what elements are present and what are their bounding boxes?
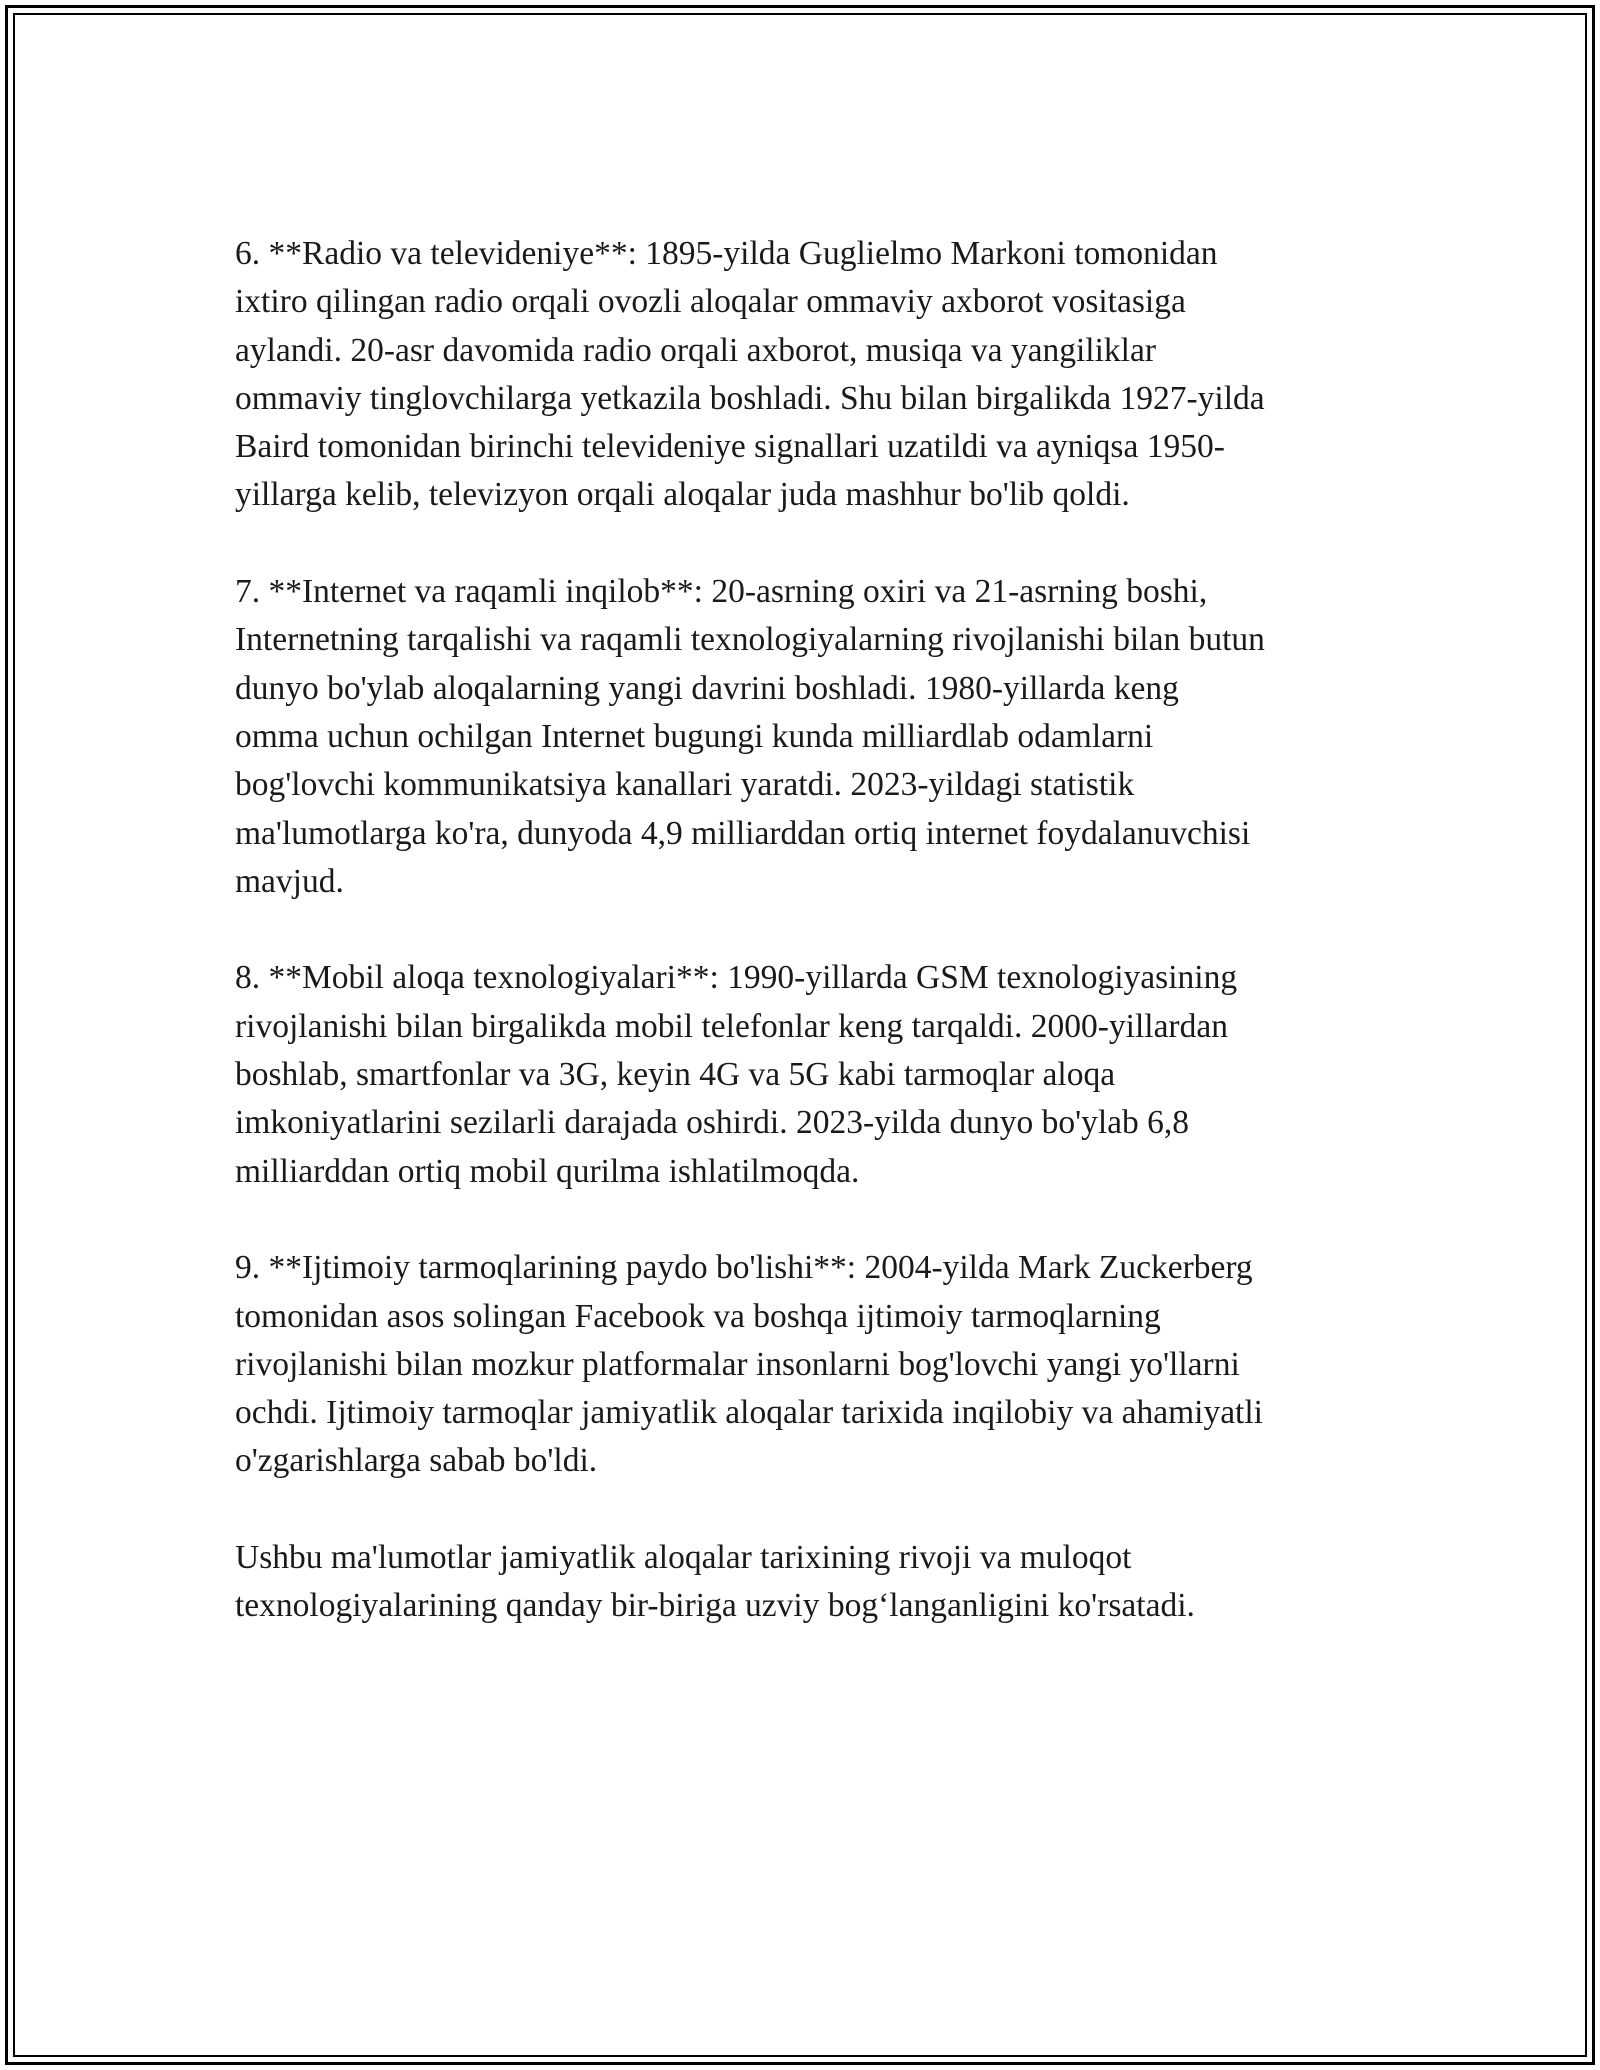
paragraph-mobil-aloqa: 8. **Mobil aloqa texnologiyalari**: 1990-yillarda GSM texnologiyasining rivojlanishi bilan birgalikda mobil telefonlar keng tarqaldi. 2000-yillardan boshlab, smartfonlar va 3G, keyin 4G va 5G kabi tarmoqlar aloqa imkoniyatlarini sezilarli darajada oshirdi. 2023-yilda dunyo bo'ylab 6,8 milliarddan ortiq mobil qurilma ishlatilmoqda.	[235, 959, 1238, 1190]
paragraph-internet-raqamli-inqilob: 7. **Internet va raqamli inqilob**: 20-asrning oxiri va 21-asrning boshi, Internetning tarqalishi va raqamli texnologiyalarning rivojlanishi bilan butun dunyo bo'ylab aloqalarning yangi davrini boshladi. 1980-yillarda keng omma uchun ochilgan Internet bugungi kunda milliardlab odamlarni bog'lovchi kommunikatsiya kanallari yaratdi. 2023-yildagi statistik ma'lumotlarga ko'ra, dunyoda 4,9 milliarddan ortiq internet foydalanuvchisi mavjud.	[235, 573, 1265, 900]
paragraph-ijtimoiy-tarmoqlar: 9. **Ijtimoiy tarmoqlarining paydo bo'lishi**: 2004-yilda Mark Zuckerberg tomonidan asos solingan Facebook va boshqa ijtimoiy tarmoqlarning rivojlanishi bilan mozkur platformalar insonlarni bog'lovchi yangi yo'llarni ochdi. Ijtimoiy tarmoqlar jamiyatlik aloqalar tarixida inqilobiy va ahamiyatli o'zgarishlarga sabab bo'ldi.	[235, 1249, 1263, 1480]
paragraph-radio-televideniye: 6. **Radio va televideniye**: 1895-yilda Guglielmo Markoni tomonidan ixtiro qilingan radio orqali ovozli aloqalar ommaviy axborot vositasiga aylandi. 20-asr davomida radio orqali axborot, musiqa va yangiliklar ommaviy tinglovchilarga yetkazila boshladi. Shu bilan birgalikda 1927-yilda Baird tomonidan birinchi televideniye signallari uzatildi va ayniqsa 1950- yillarga kelib, televizyon orqali aloqalar juda mashhur bo'lib qoldi.	[235, 235, 1265, 514]
document-body	[235, 230, 1375, 1631]
paragraph-conclusion: Ushbu ma'lumotlar jamiyatlik aloqalar tarixining rivoji va muloqot texnologiyalarining qanday bir-biriga uzviy bog‘langanligini ko'rsatadi.	[235, 1539, 1195, 1625]
